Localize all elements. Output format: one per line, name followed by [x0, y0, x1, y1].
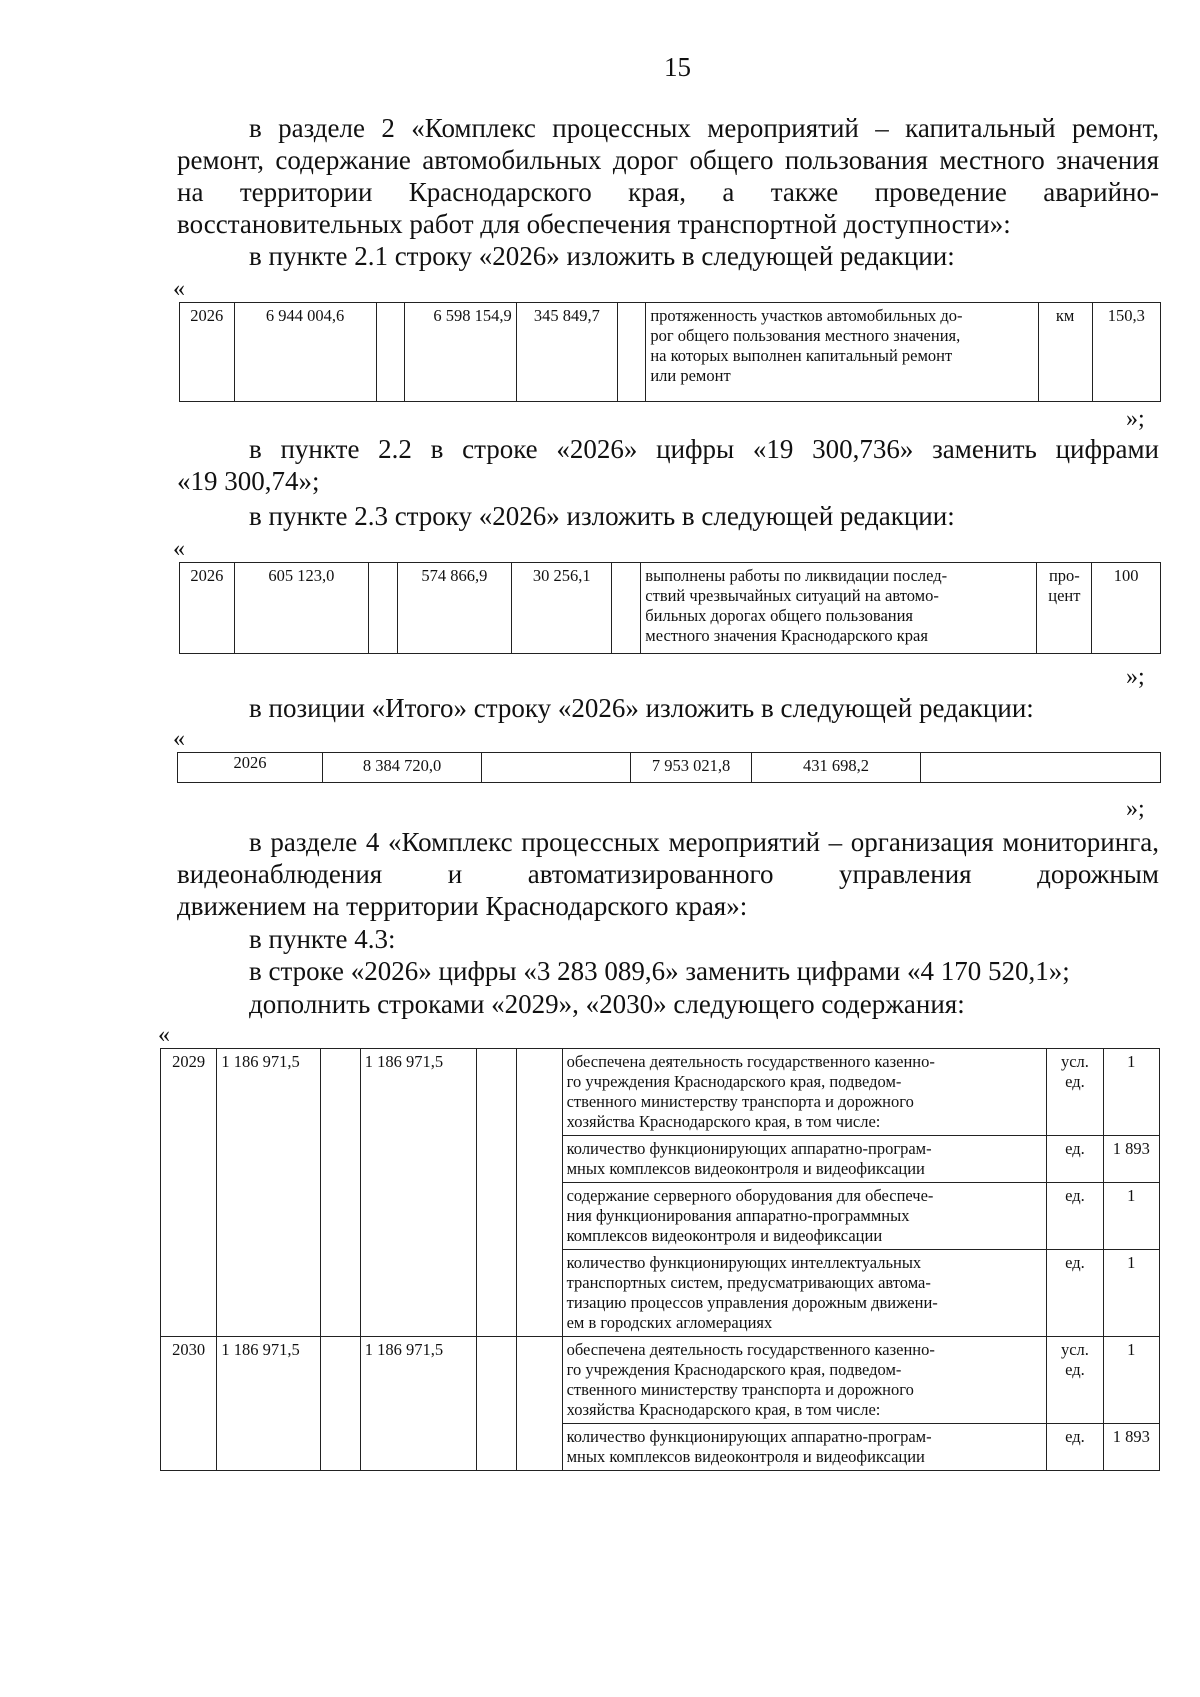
cell-year: 2029	[161, 1049, 217, 1337]
text-line: восстановительных работ для обеспечения транспортной доступности»:	[177, 209, 1011, 239]
text-line: протяженность участков автомобильных до-	[650, 306, 963, 325]
text-line: движением на территории Краснодарского края»:	[177, 891, 748, 921]
text-line: ем в городских агломерациях	[566, 1313, 773, 1332]
cell-local: 345 849,7	[516, 303, 617, 402]
close-quote: »;	[1126, 664, 1145, 690]
cell-unit: ед.	[1047, 1136, 1103, 1183]
cell-empty	[516, 1049, 562, 1337]
cell-value: 1 893	[1103, 1136, 1159, 1183]
cell-empty	[376, 303, 404, 402]
paragraph-total: в позиции «Итого» строку «2026» изложить в следующей редакции:	[249, 693, 1034, 723]
text-line: тизацию процессов управления дорожным движени-	[566, 1293, 938, 1312]
open-quote: «	[173, 726, 185, 752]
paragraph-point-4-3: в пункте 4.3:	[249, 924, 396, 954]
cell-indicator	[562, 1250, 1047, 1337]
text-line: выполнены работы по ликвидации послед-	[645, 566, 948, 585]
cell-total: 1 186 971,5	[217, 1337, 320, 1471]
cell-empty	[617, 303, 645, 402]
cell-indicator	[646, 303, 1038, 402]
paragraph-section-2	[177, 112, 1159, 240]
text-line: в разделе 4 «Комплекс процессных мероприятий – организация	[249, 827, 994, 857]
text-line: в пункте 2.2 в строке «2026» цифры «19 300,736» заменить цифрами	[249, 434, 1159, 464]
text-line: количество функционирующих аппаратно-програм-	[566, 1427, 932, 1446]
text-line: местного значения Краснодарского края	[645, 626, 928, 645]
cell-empty	[476, 1337, 516, 1471]
table-row	[180, 563, 1161, 654]
cell-empty	[320, 1337, 360, 1471]
cell-regional: 6 598 154,9	[404, 303, 516, 402]
cell-empty	[612, 563, 641, 654]
cell-year: 2030	[161, 1337, 217, 1471]
cell-unit	[1047, 1049, 1103, 1136]
text-line: цент	[1048, 586, 1081, 605]
paragraph-point-2-2	[177, 433, 1159, 497]
text-line: усл.	[1060, 1052, 1089, 1071]
cell-indicator	[562, 1049, 1047, 1136]
table-point-4-3-rows	[160, 1048, 1160, 1471]
open-quote: «	[173, 536, 185, 562]
cell-unit: ед.	[1047, 1183, 1103, 1250]
cell-empty	[516, 1337, 562, 1471]
close-quote: »;	[1126, 406, 1145, 432]
text-line: ремонт, содержание автомобильных дорог общего пользования местного	[177, 145, 1045, 175]
cell-total: 605 123,0	[234, 563, 368, 654]
cell-indicator	[562, 1424, 1047, 1471]
paragraph-add-rows: дополнить строками «2029», «2030» следующего содержания:	[249, 989, 965, 1019]
cell-year: 2026	[180, 303, 235, 402]
table-point-2-1	[179, 302, 1161, 402]
cell-value: 1	[1103, 1250, 1159, 1337]
cell-empty	[482, 753, 631, 783]
text-line: транспортных систем, предусматривающих автома-	[566, 1273, 931, 1292]
cell-unit: ед.	[1047, 1250, 1103, 1337]
cell-empty	[921, 753, 1161, 783]
paragraph-point-2-3: в пункте 2.3 строку «2026» изложить в следующей редакции:	[249, 501, 955, 531]
table-row	[180, 303, 1161, 402]
cell-indicator	[641, 563, 1037, 654]
text-line: усл.	[1060, 1340, 1089, 1359]
text-line: обеспечена деятельность государственного казенно-	[566, 1052, 935, 1071]
text-line: рог общего пользования местного значения,	[650, 326, 961, 345]
cell-regional: 574 866,9	[397, 563, 511, 654]
paragraph-section-4	[177, 826, 1159, 922]
text-line: количество функционирующих интеллектуальных	[566, 1253, 922, 1272]
cell-unit: км	[1038, 303, 1092, 402]
text-line: хозяйства Краснодарского края, в том числе:	[566, 1112, 881, 1131]
text-line: на которых выполнен капитальный ремонт	[650, 346, 953, 365]
text-line: или ремонт	[650, 366, 731, 385]
cell-total: 8 384 720,0	[323, 753, 482, 783]
cell-local: 431 698,2	[752, 753, 921, 783]
text-line: го учреждения Краснодарского края, подведом-	[566, 1360, 902, 1379]
text-line: мных комплексов видеоконтроля и видеофиксации	[566, 1447, 925, 1466]
paragraph-point-2-1: в пункте 2.1 строку «2026» изложить в следующей редакции:	[249, 241, 955, 271]
text-line: про-	[1048, 566, 1080, 585]
cell-empty	[320, 1049, 360, 1337]
cell-regional: 1 186 971,5	[360, 1049, 476, 1337]
paragraph-2026-replace: в строке «2026» цифры «3 283 089,6» заменить цифрами «4 170 520,1»;	[249, 956, 1070, 986]
text-line: ед.	[1065, 1360, 1085, 1379]
text-line: обеспечена деятельность государственного казенно-	[566, 1340, 935, 1359]
open-quote: «	[158, 1022, 170, 1048]
cell-year: 2026	[178, 753, 323, 783]
cell-empty	[476, 1049, 516, 1337]
cell-value: 1	[1103, 1049, 1159, 1136]
cell-value: 1	[1103, 1183, 1159, 1250]
text-line: бильных дорогах общего пользования	[645, 606, 914, 625]
cell-value: 1	[1103, 1337, 1159, 1424]
table-row	[161, 1337, 1160, 1424]
text-line: содержание серверного оборудования для обеспече-	[566, 1186, 934, 1205]
cell-indicator	[562, 1136, 1047, 1183]
text-line: количество функционирующих аппаратно-програм-	[566, 1139, 932, 1158]
text-line: хозяйства Краснодарского края, в том числе:	[566, 1400, 881, 1419]
cell-value: 150,3	[1092, 303, 1160, 402]
cell-indicator	[562, 1183, 1047, 1250]
page-number: 15	[664, 52, 691, 82]
cell-empty	[368, 563, 397, 654]
text-line: комплексов видеоконтроля и видеофиксации	[566, 1226, 883, 1245]
text-line: мных комплексов видеоконтроля и видеофиксации	[566, 1159, 925, 1178]
close-quote: »;	[1126, 796, 1145, 822]
text-line: ед.	[1065, 1072, 1085, 1091]
text-line: ственного министерству транспорта и дорожного	[566, 1092, 914, 1111]
text-line: в разделе 2 «Комплекс процессных мероприятий – капитальный ремонт,	[249, 113, 1159, 143]
cell-local: 30 256,1	[512, 563, 612, 654]
table-total	[177, 752, 1161, 783]
cell-value: 1 893	[1103, 1424, 1159, 1471]
open-quote: «	[173, 276, 185, 302]
text-line: ственного министерству транспорта и дорожного	[566, 1380, 914, 1399]
table-row	[178, 753, 1161, 783]
cell-unit: ед.	[1047, 1424, 1103, 1471]
text-line: значения на территории Краснодарского края, а также проведение аварийно-	[177, 145, 1160, 207]
table-row	[161, 1049, 1160, 1136]
cell-regional: 7 953 021,8	[631, 753, 752, 783]
cell-indicator	[562, 1337, 1047, 1424]
cell-total: 1 186 971,5	[217, 1049, 320, 1337]
cell-year: 2026	[180, 563, 235, 654]
text-line: ствий чрезвычайных ситуаций на автомо-	[645, 586, 939, 605]
cell-unit	[1037, 563, 1092, 654]
text-line: мониторинга, видеонаблюдения и автоматизированного управления дорожным	[177, 827, 1160, 889]
text-line: го учреждения Краснодарского края, подведом-	[566, 1072, 902, 1091]
table-point-2-3	[179, 562, 1161, 654]
text-line: «19 300,74»;	[177, 466, 320, 496]
cell-total: 6 944 004,6	[234, 303, 376, 402]
text-line: ния функционирования аппаратно-программных	[566, 1206, 910, 1225]
cell-unit	[1047, 1337, 1103, 1424]
cell-value: 100	[1092, 563, 1161, 654]
cell-regional: 1 186 971,5	[360, 1337, 476, 1471]
